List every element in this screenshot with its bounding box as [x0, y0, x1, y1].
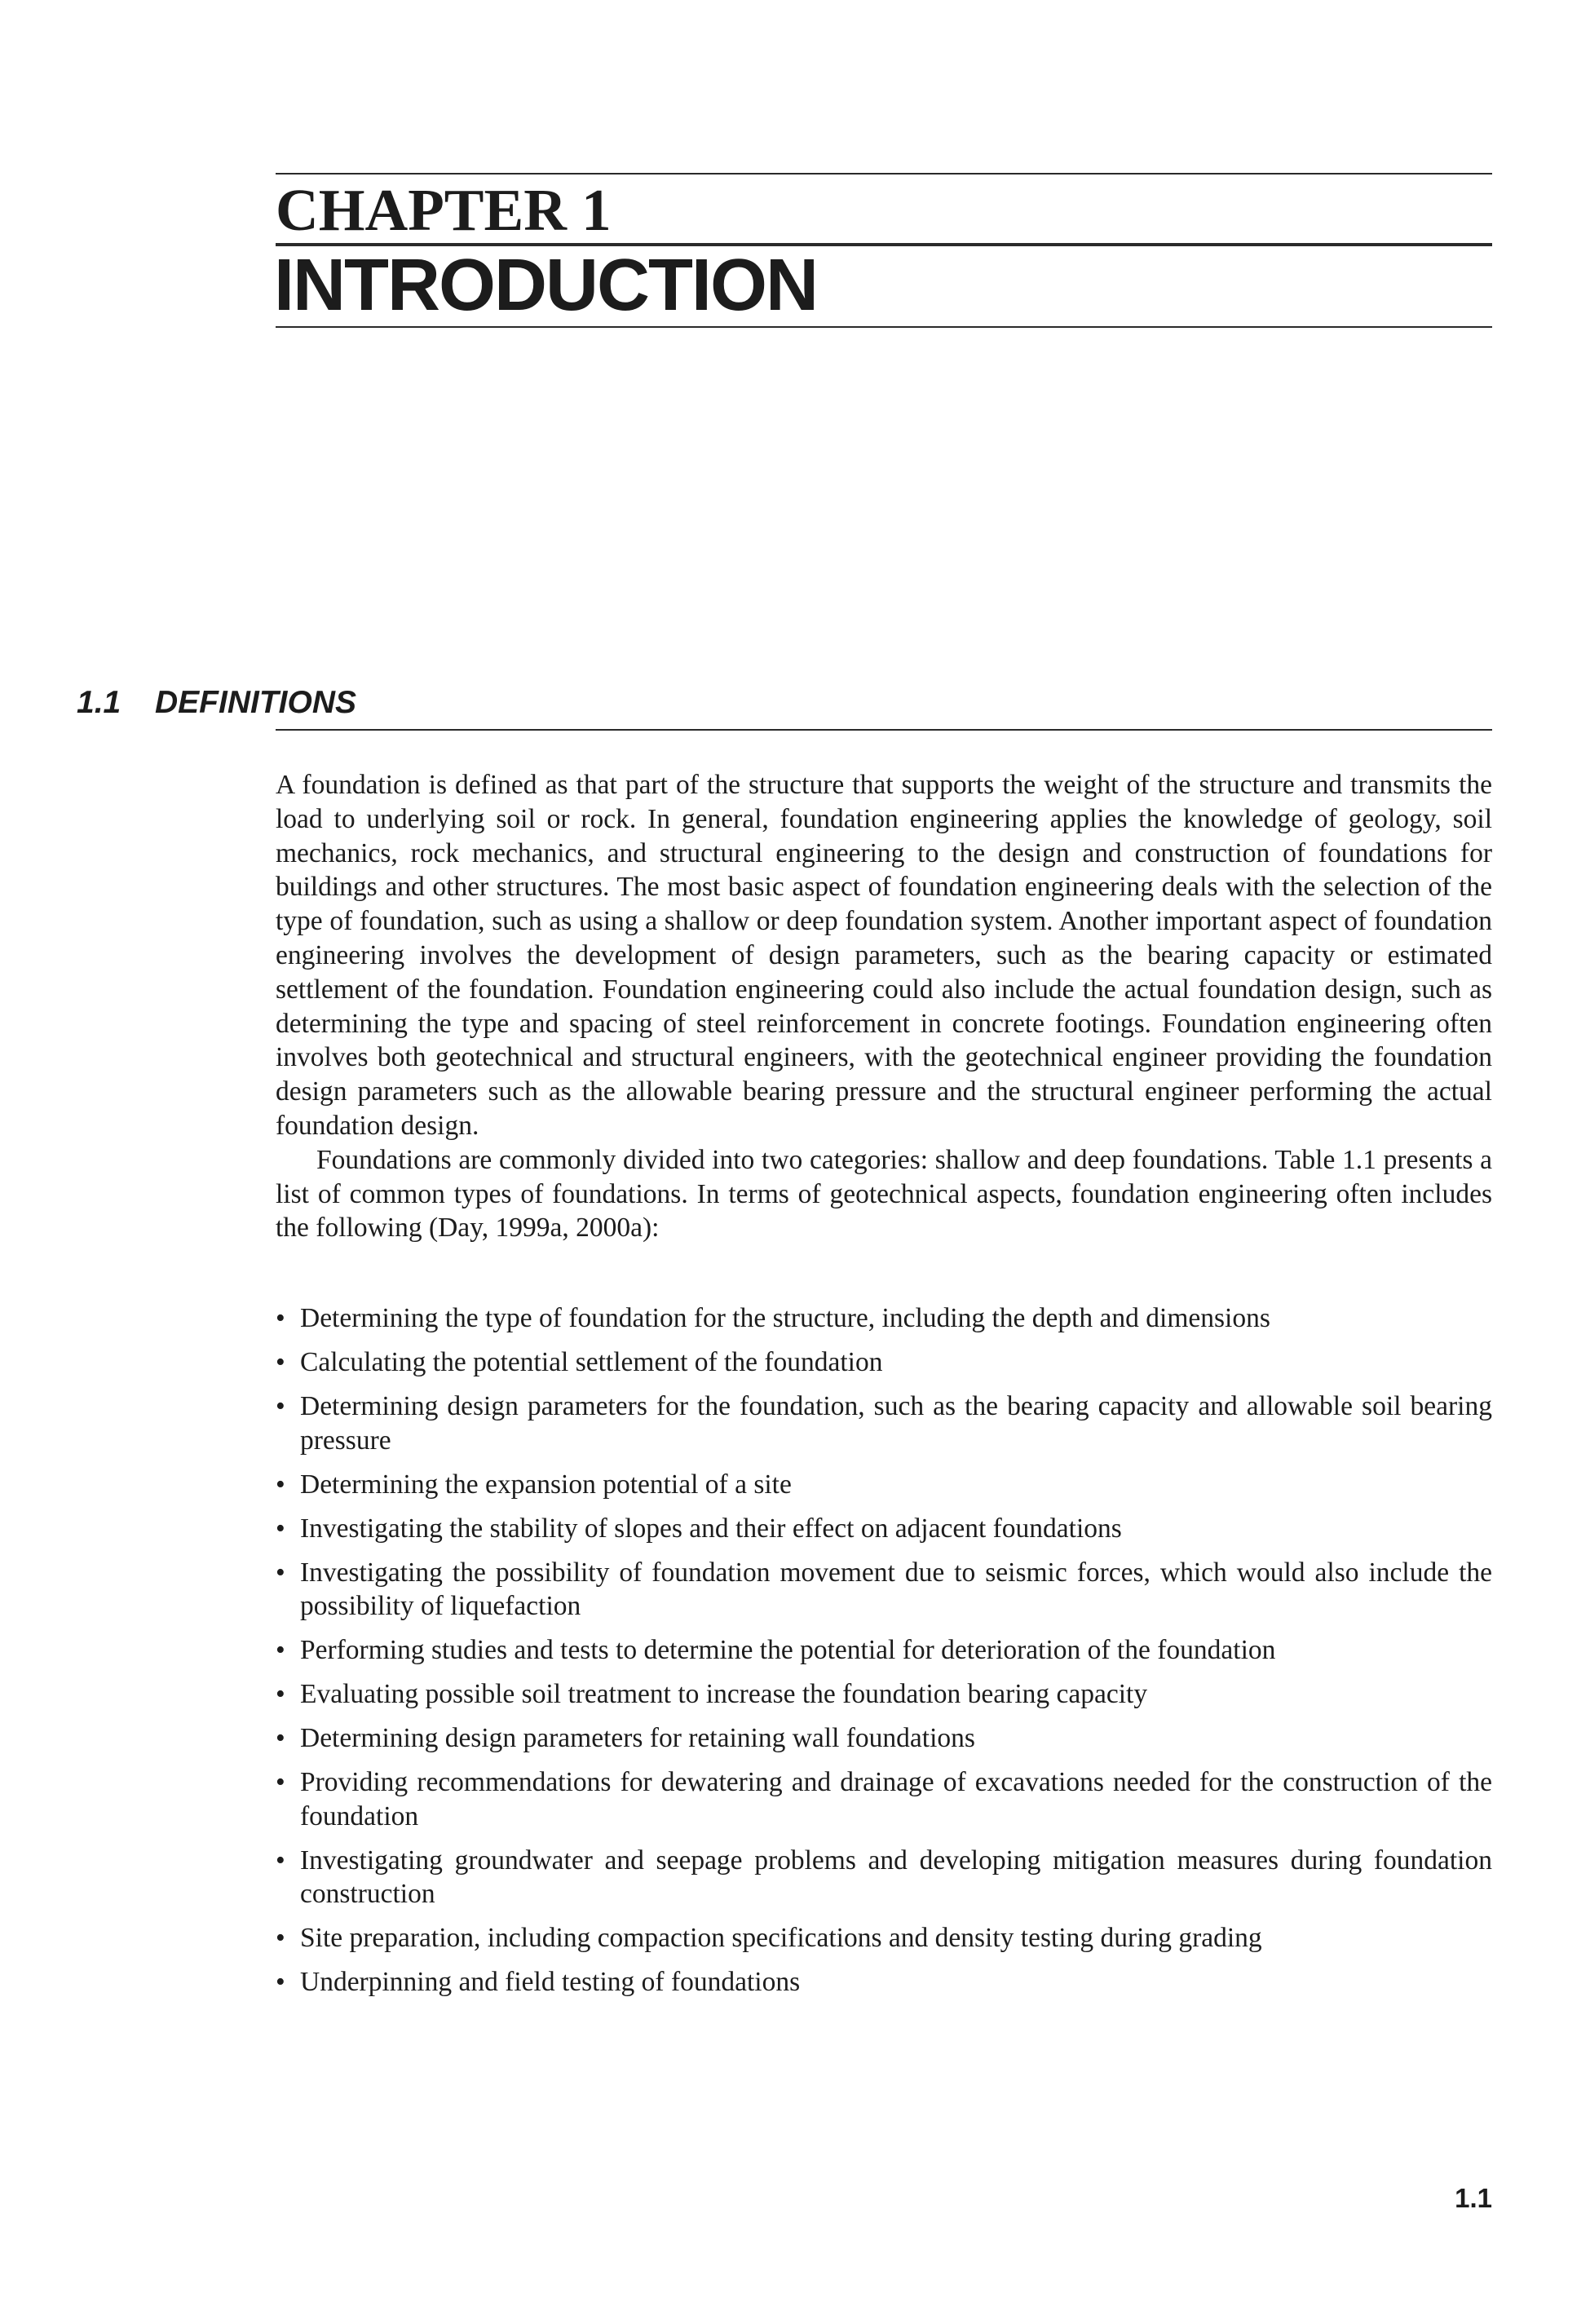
list-item: • Underpinning and field testing of foundations — [276, 1965, 1492, 1999]
bullet-list — [276, 1301, 1492, 2009]
list-item: • Providing recommendations for dewatering and drainage of excavations needed for the construction of the foundation — [276, 1765, 1492, 1833]
chapter-rule-top — [276, 173, 1492, 175]
list-item: • Site preparation, including compaction specifications and density testing during grading — [276, 1921, 1492, 1955]
list-item: • Calculating the potential settlement of the foundation — [276, 1345, 1492, 1380]
list-item: • Evaluating possible soil treatment to increase the foundation bearing capacity — [276, 1677, 1492, 1712]
chapter-rule-bottom — [276, 326, 1492, 328]
paragraph: Foundations are commonly divided into two categories: shallow and deep foundations. Table 1.1 presents a list of common types of foundations. In terms of geotechnical aspects, foundation engineering often includes the following (Day, 1999a, 2000a): — [276, 1144, 1492, 1244]
list-item: • Investigating groundwater and seepage problems and developing mitigation measures during foundation construction — [276, 1844, 1492, 1911]
section-number: 1.1 — [77, 685, 121, 720]
page-number: 1.1 — [1455, 2183, 1492, 2213]
body-text — [276, 768, 1492, 1245]
list-item: • Investigating the stability of slopes and their effect on adjacent foundations — [276, 1512, 1492, 1546]
paragraph: A foundation is defined as that part of the structure that supports the weight of the structure and transmits the load to underlying soil or rock. In general, foundation engineering applies the knowledge of geology, soil mechanics, rock mechanics, and structural engineering to the design and construction of foundations for buildings and other structures. The most basic aspect of foundation engineering deals with the selection of the type of foundation, such as using a shallow or deep foundation system. Another important aspect of foundation engineering involves the development of design parameters, such as the bearing capacity or estimated settlement of the foundation. Foundation engineering could also include the actual foundation design, such as determining the type and spacing of steel reinforcement in concrete footings. Foundation engineering often involves both geotechnical and structural engineers, with the geotechnical engineer providing the foundation design parameters such as the allowable bearing pressure and the structural engineer performing the actual foundation design. — [276, 770, 1492, 1141]
list-item: • Determining the type of foundation for the structure, including the depth and dimensions — [276, 1301, 1492, 1336]
list-item: • Determining design parameters for retaining wall foundations — [276, 1721, 1492, 1756]
section-rule — [276, 729, 1492, 731]
chapter-label: CHAPTER 1 — [276, 177, 612, 243]
list-item: • Investigating the possibility of foundation movement due to seismic forces, which would also include the possibility of liquefaction — [276, 1556, 1492, 1624]
list-item: • Determining the expansion potential of a site — [276, 1468, 1492, 1502]
list-item: • Determining design parameters for the foundation, such as the bearing capacity and allowable soil bearing pressure — [276, 1390, 1492, 1457]
list-item: • Performing studies and tests to determine the potential for deterioration of the foundation — [276, 1633, 1492, 1668]
chapter-title: INTRODUCTION — [274, 245, 817, 326]
section-title: DEFINITIONS — [155, 685, 357, 720]
section-heading — [77, 682, 356, 724]
